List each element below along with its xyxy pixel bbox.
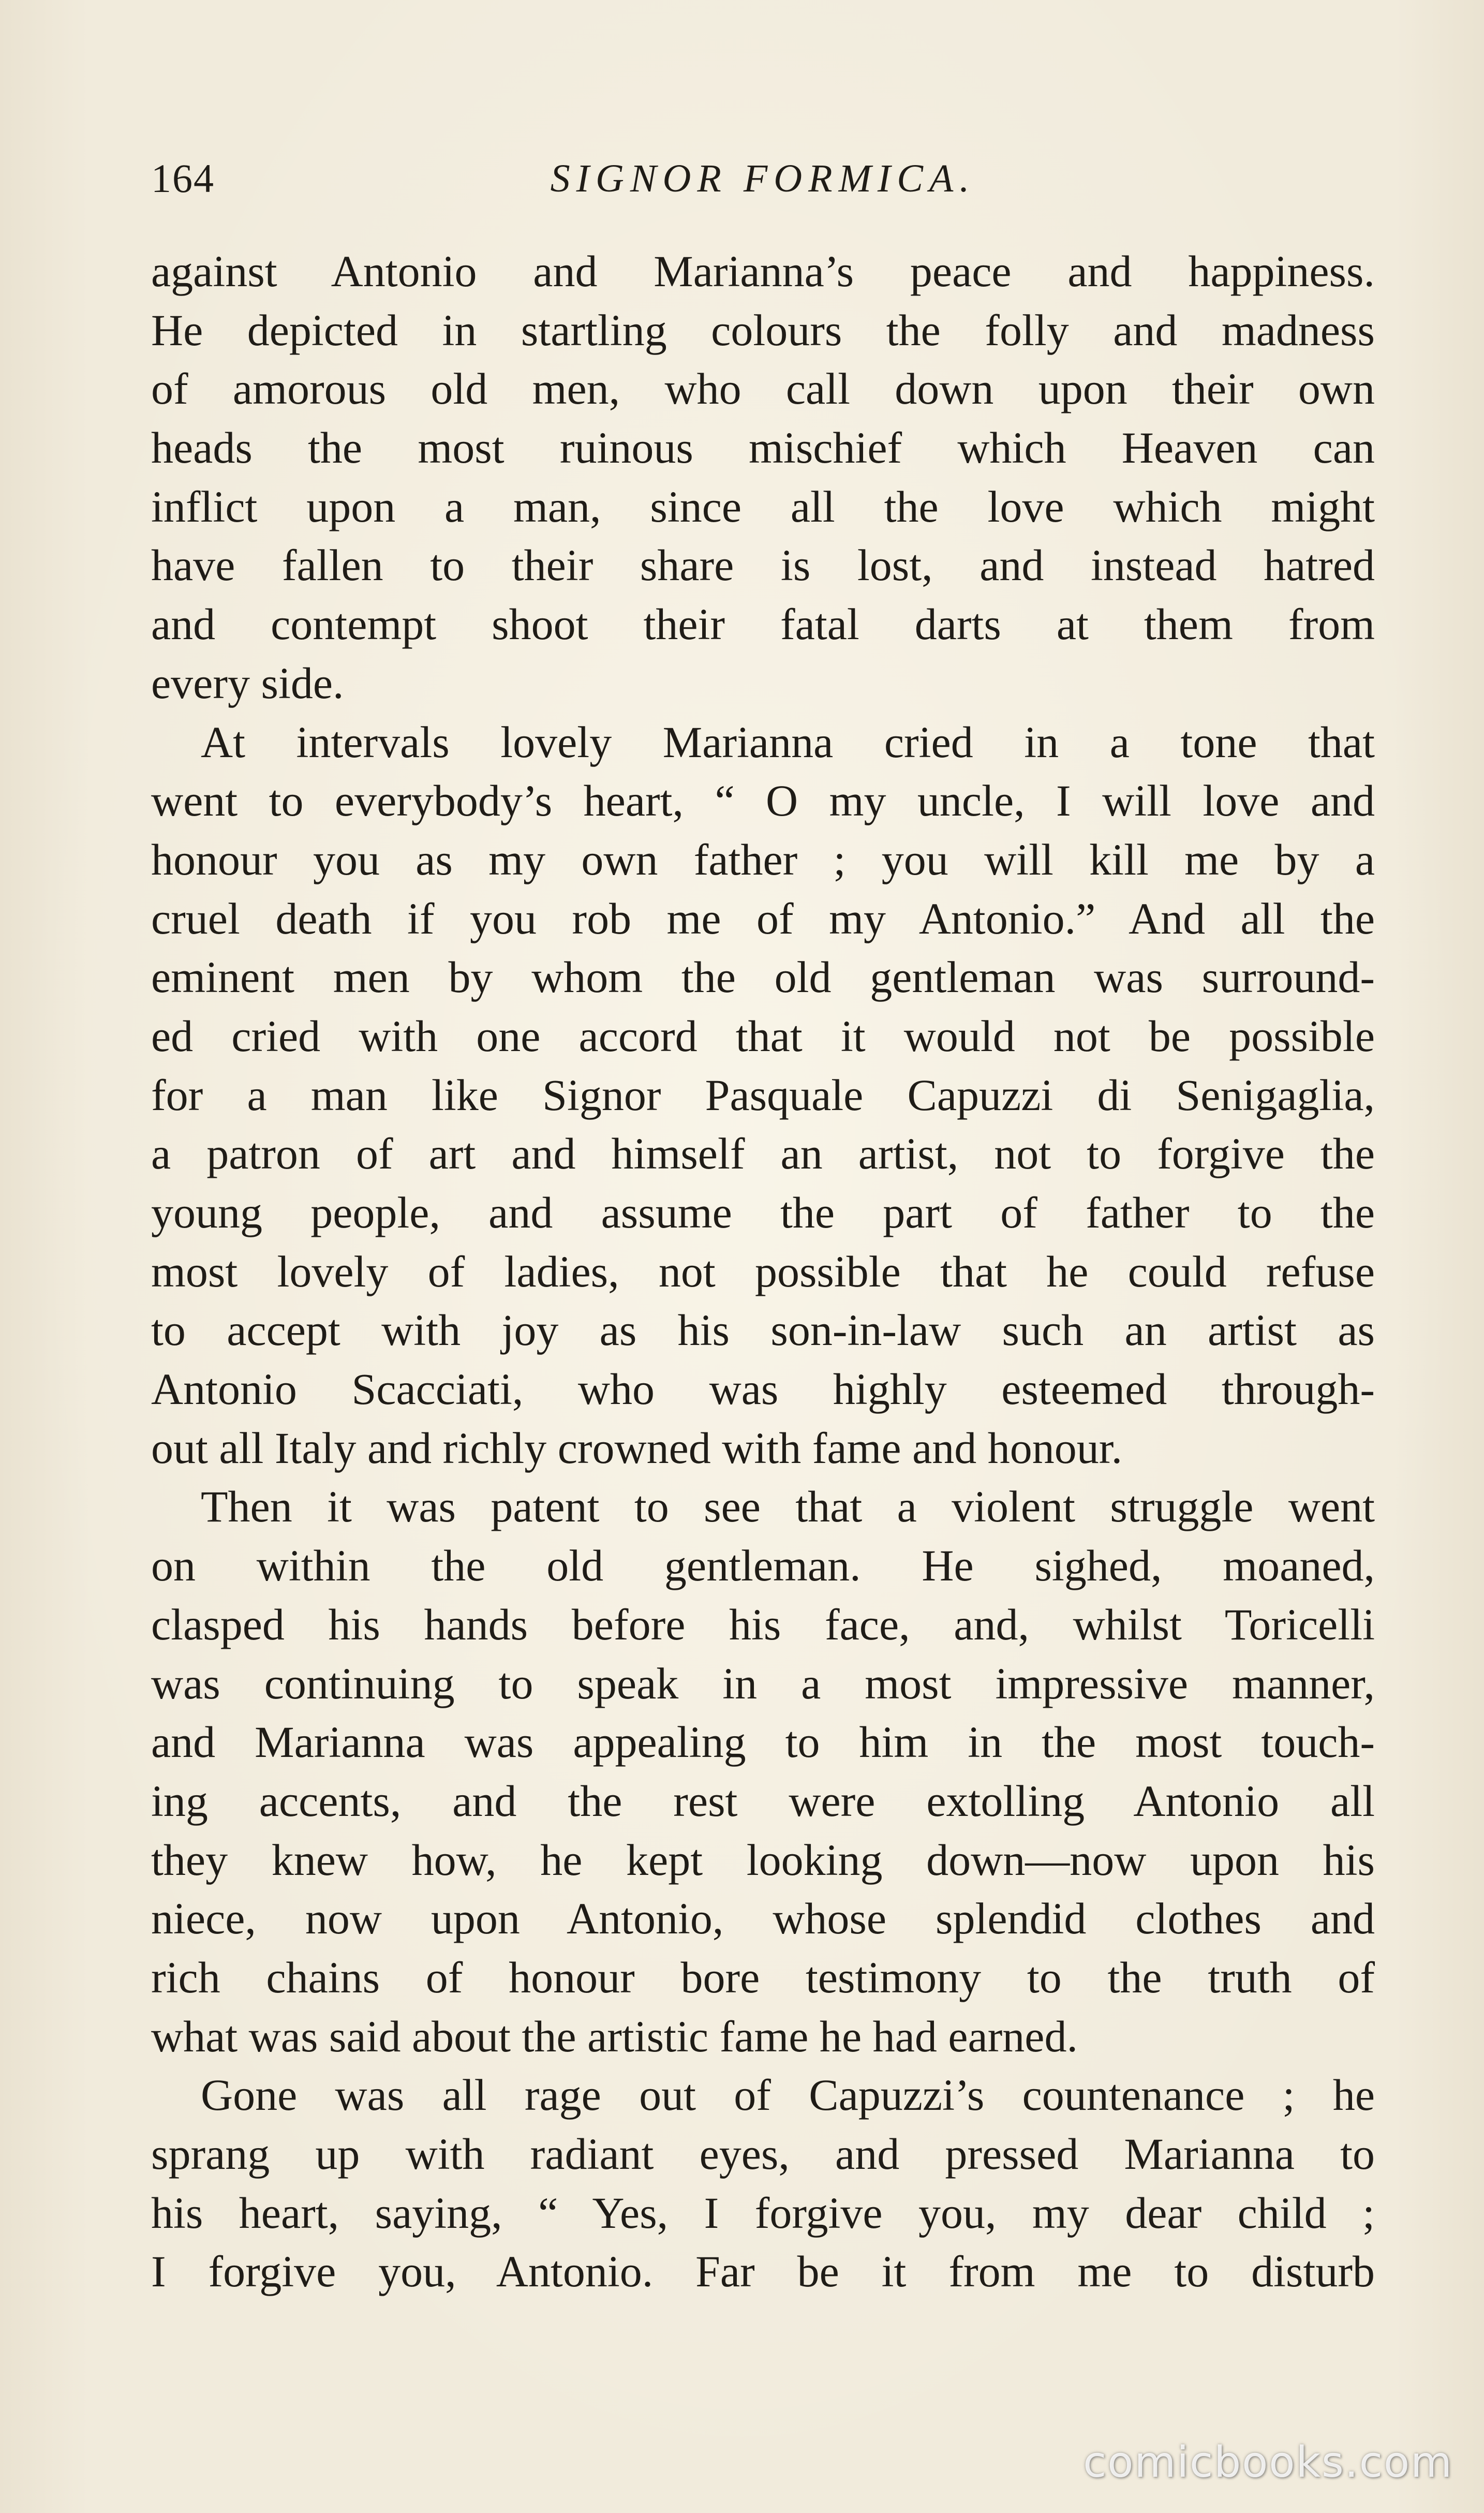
- running-head: [151, 150, 1375, 207]
- text-line: his heart, saying, “ Yes, I forgive you, my dear child ;: [151, 2187, 1375, 2238]
- text-line: most lovely of ladies, not possible that he could refuse: [151, 1246, 1375, 1296]
- text-line: against Antonio and Marianna’s peace and happiness.: [151, 246, 1375, 296]
- text-line: rich chains of honour bore testimony to the truth of: [151, 1952, 1375, 2002]
- text-line: Antonio Scacciati, who was highly esteemed through-: [151, 1364, 1375, 1414]
- text-line: I forgive you, Antonio. Far be it from me to disturb: [151, 2246, 1375, 2297]
- text-line: on within the old gentleman. He sighed, moaned,: [151, 1541, 1375, 1591]
- text-line: they knew how, he kept looking down—now upon his: [151, 1835, 1375, 1885]
- text-line: young people, and assume the part of father to the: [151, 1188, 1375, 1237]
- text-line: for a man like Signor Pasquale Capuzzi di Senigaglia,: [151, 1070, 1375, 1120]
- text-line: out all Italy and richly crowned with fame and honour.: [151, 1423, 1123, 1473]
- text-line: cruel death if you rob me of my Antonio.” And all the: [151, 893, 1375, 943]
- text-line: eminent men by whom the old gentleman was surround-: [151, 952, 1375, 1002]
- text-line: ing accents, and the rest were extolling Antonio all: [151, 1776, 1375, 1826]
- text-line: and contempt shoot their fatal darts at them from: [151, 599, 1375, 649]
- watermark: comicbooks.com: [1083, 2438, 1453, 2487]
- text-line: At intervals lovely Marianna cried in a tone that: [201, 717, 1375, 767]
- text-line: heads the most ruinous mischief which Heaven can: [151, 423, 1375, 473]
- text-line: ed cried with one accord that it would not be possible: [151, 1011, 1375, 1061]
- running-title: SIGNOR FORMICA.: [550, 157, 976, 200]
- text-line: and Marianna was appealing to him in the most touch-: [151, 1717, 1375, 1767]
- text-line: of amorous old men, who call down upon their own: [151, 364, 1375, 414]
- text-line: every side.: [151, 658, 344, 708]
- text-line: was continuing to speak in a most impressive manner,: [151, 1658, 1375, 1708]
- text-line: what was said about the artistic fame he had earned.: [151, 2011, 1078, 2061]
- text-line: have fallen to their share is lost, and instead hatred: [151, 540, 1375, 590]
- body-text: [151, 242, 1375, 2301]
- text-line: a patron of art and himself an artist, not to forgive the: [151, 1129, 1375, 1179]
- text-line: honour you as my own father ; you will kill me by a: [151, 834, 1375, 884]
- text-line: clasped his hands before his face, and, whilst Toricelli: [151, 1599, 1375, 1649]
- text-line: went to everybody’s heart, “ O my uncle, I will love and: [151, 776, 1375, 826]
- text-line: sprang up with radiant eyes, and pressed Marianna to: [151, 2129, 1375, 2179]
- text-line: Gone was all rage out of Capuzzi’s countenance ; he: [201, 2070, 1375, 2120]
- text-line: to accept with joy as his son-in-law such an artist as: [151, 1305, 1375, 1355]
- text-line: niece, now upon Antonio, whose splendid clothes and: [151, 1894, 1375, 1944]
- page-number: 164: [151, 156, 215, 201]
- text-line: Then it was patent to see that a violent struggle went: [201, 1482, 1375, 1532]
- text-line: He depicted in startling colours the folly and madness: [151, 305, 1375, 355]
- text-line: inflict upon a man, since all the love which might: [151, 481, 1375, 531]
